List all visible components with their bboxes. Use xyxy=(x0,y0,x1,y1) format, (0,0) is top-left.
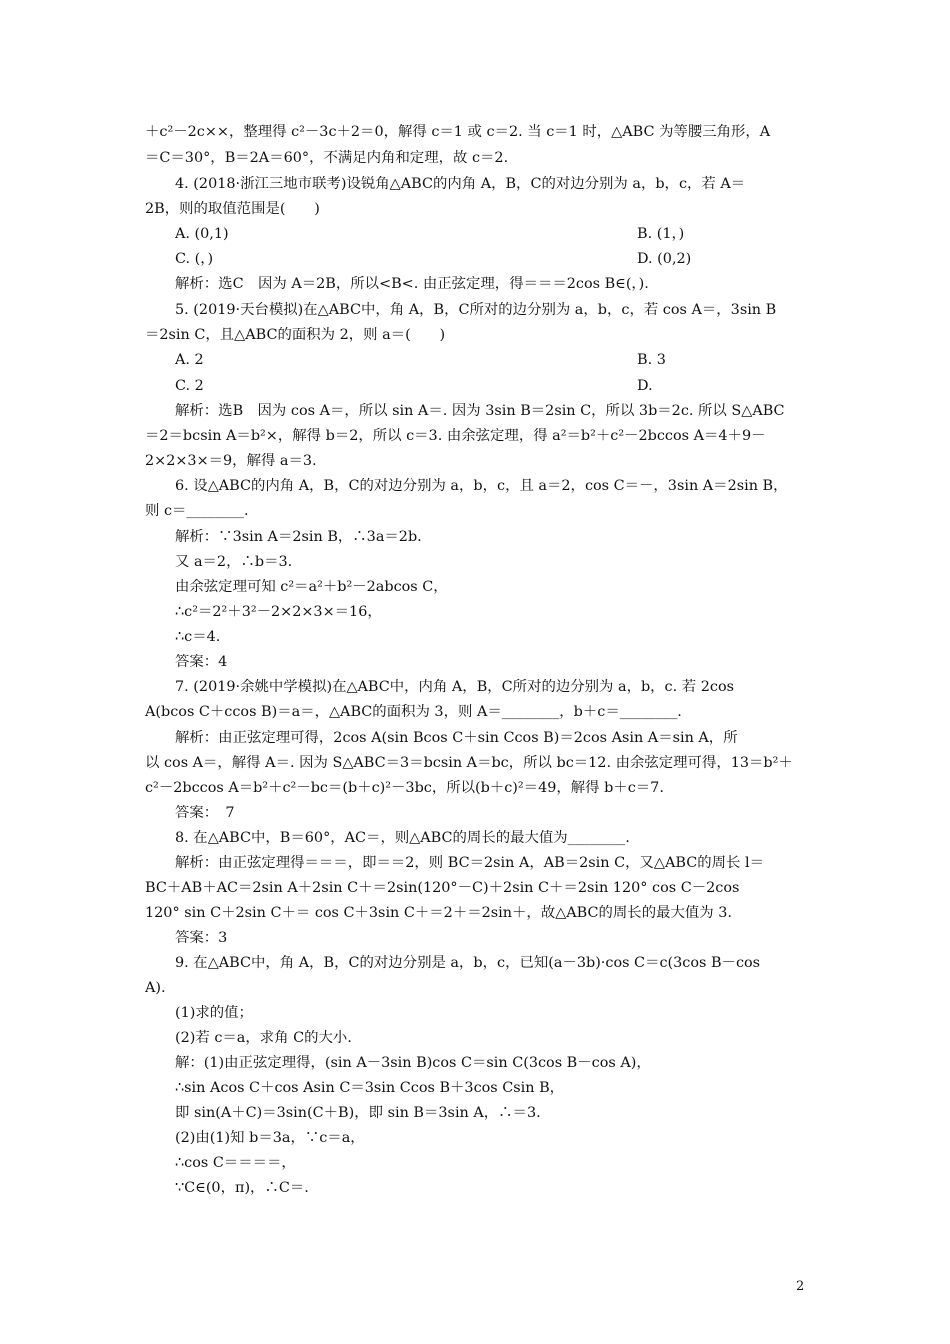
q6-solution-line-1: 解析：∵3sin A＝2sin B，∴3a＝2b. xyxy=(175,529,422,545)
q7-solution-line-3: c²－2bccos A＝b²＋c²－bc＝(b＋c)²－3bc，所以(b＋c)²＝49，解得 b＋c＝7. xyxy=(145,780,664,796)
q5-solution-line-3: 2×2×3×＝9，解得 a＝3. xyxy=(145,453,317,469)
q7-stem-line-2: A(bcos C＋ccos B)＝a＝，△ABC的面积为 3，则 A＝________，b＋c＝________. xyxy=(145,704,682,720)
q4-options-row-1 xyxy=(175,224,810,244)
q5-options-row-1 xyxy=(175,350,810,370)
q4-option-d: D. (0,2) xyxy=(637,251,692,267)
q6-solution-line-2: 又 a＝2，∴b＝3. xyxy=(175,554,293,570)
q5-stem-line-1: 5. (2019·天台模拟)在△ABC中，角 A，B，C所对的边分别为 a，b，c，若 cos A＝，3sin B xyxy=(175,302,777,318)
q9-solution-line-3: 即 sin(A＋C)＝3sin(C＋B)，即 sin B＝3sin A，∴＝3. xyxy=(175,1105,541,1121)
q9-solution-line-4: (2)由(1)知 b＝3a，∵c＝a， xyxy=(175,1130,365,1146)
q7-solution-line-1: 解析：由正弦定理可得，2cos A(sin Bcos C＋sin Ccos B)＝2cos Asin A＝sin A，所 xyxy=(175,730,738,746)
q5-stem-line-2: ＝2sin C，且△ABC的面积为 2，则 a＝( ) xyxy=(145,327,446,343)
q5-options-row-2 xyxy=(175,376,810,396)
q9-solution-line-1: 解：(1)由正弦定理得，(sin A－3sin B)cos C＝sin C(3cos B－cos A)， xyxy=(175,1055,651,1071)
q8-solution-line-2: BC＋AB＋AC＝2sin A＋2sin C＋＝2sin(120°－C)＋2sin C＋＝2sin 120° cos C－2cos xyxy=(145,880,740,896)
q6-stem-line-1: 6. 设△ABC的内角 A，B，C的对边分别为 a，b，c，且 a＝2，cos C＝－，3sin A＝2sin B， xyxy=(175,478,788,494)
q6-answer: 答案：4 xyxy=(175,654,228,670)
q5-option-c: C. 2 xyxy=(175,378,204,394)
q5-solution-line-1: 解析：选B 因为 cos A＝，所以 sin A＝. 因为 3sin B＝2sin C，所以 3b＝2c. 所以 S△ABC xyxy=(175,403,785,419)
q9-stem-line-2: A). xyxy=(145,980,166,996)
q4-option-c: C. (，) xyxy=(175,251,214,267)
q8-solution-line-1: 解析：由正弦定理得＝＝＝，即＝＝2，则 BC＝2sin A，AB＝2sin C，又△ABC的周长 l＝ xyxy=(175,855,764,871)
q7-stem-line-1: 7. (2019·余姚中学模拟)在△ABC中，内角 A，B，C所对的边分别为 a，b，c. 若 2cos xyxy=(175,679,734,695)
q7-solution-line-2: 以 cos A＝，解得 A＝. 因为 S△ABC＝3＝bcsin A＝bc，所以 bc＝12. 由余弦定理可得，13＝b²＋ xyxy=(145,755,793,771)
q5-option-a: A. 2 xyxy=(175,352,204,368)
q6-solution-line-5: ∴c＝4. xyxy=(175,629,221,645)
q8-stem: 8. 在△ABC中，B＝60°，AC＝，则△ABC的周长的最大值为________. xyxy=(175,830,630,846)
q9-solution-line-2: ∴sin Acos C＋cos Asin C＝3sin Ccos B＋3cos Csin B， xyxy=(175,1080,565,1096)
q5-option-d: D. xyxy=(637,378,653,394)
q6-solution-line-4: ∴c²＝2²＋3²－2×2×3×＝16， xyxy=(175,604,382,620)
q8-solution-line-3: 120° sin C＋2sin C＋＝ cos C＋3sin C＋＝2＋＝2sin＋，故△ABC的周长的最大值为 3. xyxy=(145,905,732,921)
q5-option-b: B. 3 xyxy=(637,352,666,368)
page-number: 2 xyxy=(796,1279,805,1294)
q9-solution-line-5: ∴cos C＝＝＝＝， xyxy=(175,1155,296,1171)
q6-solution-line-3: 由余弦定理可知 c²＝a²＋b²－2abcos C， xyxy=(175,579,448,595)
q4-options-row-2 xyxy=(175,249,810,269)
q8-answer: 答案：3 xyxy=(175,930,228,946)
q9-stem-line-1: 9. 在△ABC中，角 A，B，C的对边分别是 a，b，c，已知(a－3b)·cos C＝c(3cos B－cos xyxy=(175,955,761,971)
q4-solution: 解析：选C 因为 A＝2B，所以<B<. 由正弦定理，得＝＝＝2cos B∈(，). xyxy=(175,276,649,292)
q7-answer: 答案： 7 xyxy=(175,805,235,821)
text-line-2: ＝C＝30°，B＝2A＝60°，不满足内角和定理，故 c＝2. xyxy=(145,150,509,166)
q9-part-2: (2)若 c＝a，求角 C的大小. xyxy=(175,1030,352,1046)
q9-solution-line-6: ∵C∈(0，π)，∴C＝. xyxy=(175,1180,309,1196)
q4-option-b: B. (1，) xyxy=(637,226,685,242)
q4-option-a: A. (0,1) xyxy=(175,226,229,242)
q4-stem-line-2: 2B，则的取值范围是( ) xyxy=(145,201,320,217)
text-line-1: ＋c²－2c××，整理得 c²－3c＋2＝0，解得 c＝1 或 c＝2. 当 c＝1 时，△ABC 为等腰三角形，A xyxy=(145,124,771,140)
q6-stem-line-2: 则 c＝________. xyxy=(145,503,249,519)
q4-stem-line-1: 4. (2018·浙江三地市联考)设锐角△ABC的内角 A，B，C的对边分别为 a，b，c，若 A＝ xyxy=(175,176,746,192)
q9-part-1: (1)求的值； xyxy=(175,1005,253,1021)
q5-solution-line-2: ＝2＝bcsin A＝b²×，解得 b＝2，所以 c＝3. 由余弦定理，得 a²＝b²＋c²－2bccos A＝4＋9－ xyxy=(145,428,766,444)
